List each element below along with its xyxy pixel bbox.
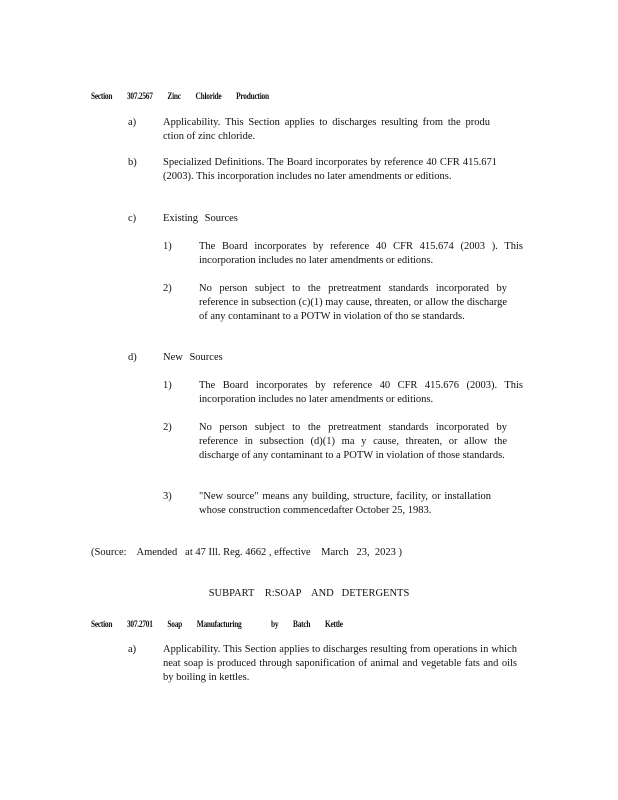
section-title-word: Kettle (324, 619, 343, 629)
paragraph-label: 3) (163, 491, 172, 502)
section-title-word: Manufacturing (196, 619, 242, 629)
section-number: 307.2701 (126, 619, 153, 629)
subpart-heading: SUBPART R:SOAP AND DETERGENTS (208, 588, 410, 599)
section-heading (91, 89, 282, 103)
section-word: Section (91, 619, 113, 629)
section-word: Section (91, 91, 113, 101)
section-heading (91, 617, 356, 631)
paragraph-text: No person subject to the pretreatment standards incorporated by reference in subsection (c)(1) may cause, threaten, or allow the discharge of any contaminant to a POTW in violation of tho se standards. (199, 283, 507, 322)
paragraph-text: The Board incorporates by reference 40 CFR 415.676 (2003). This incorporation includes no later amendments or editions. (199, 380, 523, 405)
section-title-word: Production (236, 91, 269, 101)
subsection-label: b) (128, 157, 137, 168)
paragraph-label: 1) (163, 380, 172, 391)
subsection-label: a) (128, 117, 137, 128)
subsection-text: Existing Sources (163, 213, 238, 224)
paragraph-label: 2) (163, 283, 172, 294)
paragraph-label: 1) (163, 241, 172, 252)
subsection-label: d) (128, 352, 137, 363)
subsection-text: Applicability. This Section applies to discharges resulting from the produ ction of zinc chloride. (163, 117, 490, 142)
section-title-word: Batch (293, 619, 311, 629)
section-title-word: Soap (167, 619, 183, 629)
subsection-label: a) (128, 644, 137, 655)
paragraph-text: "New source" means any building, structure, facility, or installation whose construction commencedafter October 25, 1983. (199, 491, 491, 516)
subsection-text: Specialized Definitions. The Board incorporates by reference 40 CFR 415.671 (2003). This incorporation includes no later amendments or editions. (163, 157, 497, 182)
section-title-word: Chloride (195, 91, 222, 101)
subsection-text: Applicability. This Section applies to discharges resulting from operations in which neat soap is produced through saponification of animal and vegetable fats and oils by boiling in kettles. (163, 644, 517, 683)
source-note: (Source: Amended at 47 Ill. Reg. 4662 , effective March 23, 2023 ) (91, 547, 402, 558)
paragraph-text: The Board incorporates by reference 40 CFR 415.674 (2003 ). This incorporation includes no later amendments or editions. (199, 241, 523, 266)
paragraph-label: 2) (163, 422, 172, 433)
section-title-word: by (270, 619, 279, 629)
section-number: 307.2567 (126, 91, 153, 101)
subsection-text: New Sources (163, 352, 223, 363)
subsection-label: c) (128, 213, 137, 224)
section-title-word: Zinc (167, 91, 181, 101)
paragraph-text: No person subject to the pretreatment standards incorporated by reference in subsection (d)(1) ma y cause, threaten, or allow the discharge of any contaminant to a POTW in violation of those standards. (199, 422, 507, 461)
